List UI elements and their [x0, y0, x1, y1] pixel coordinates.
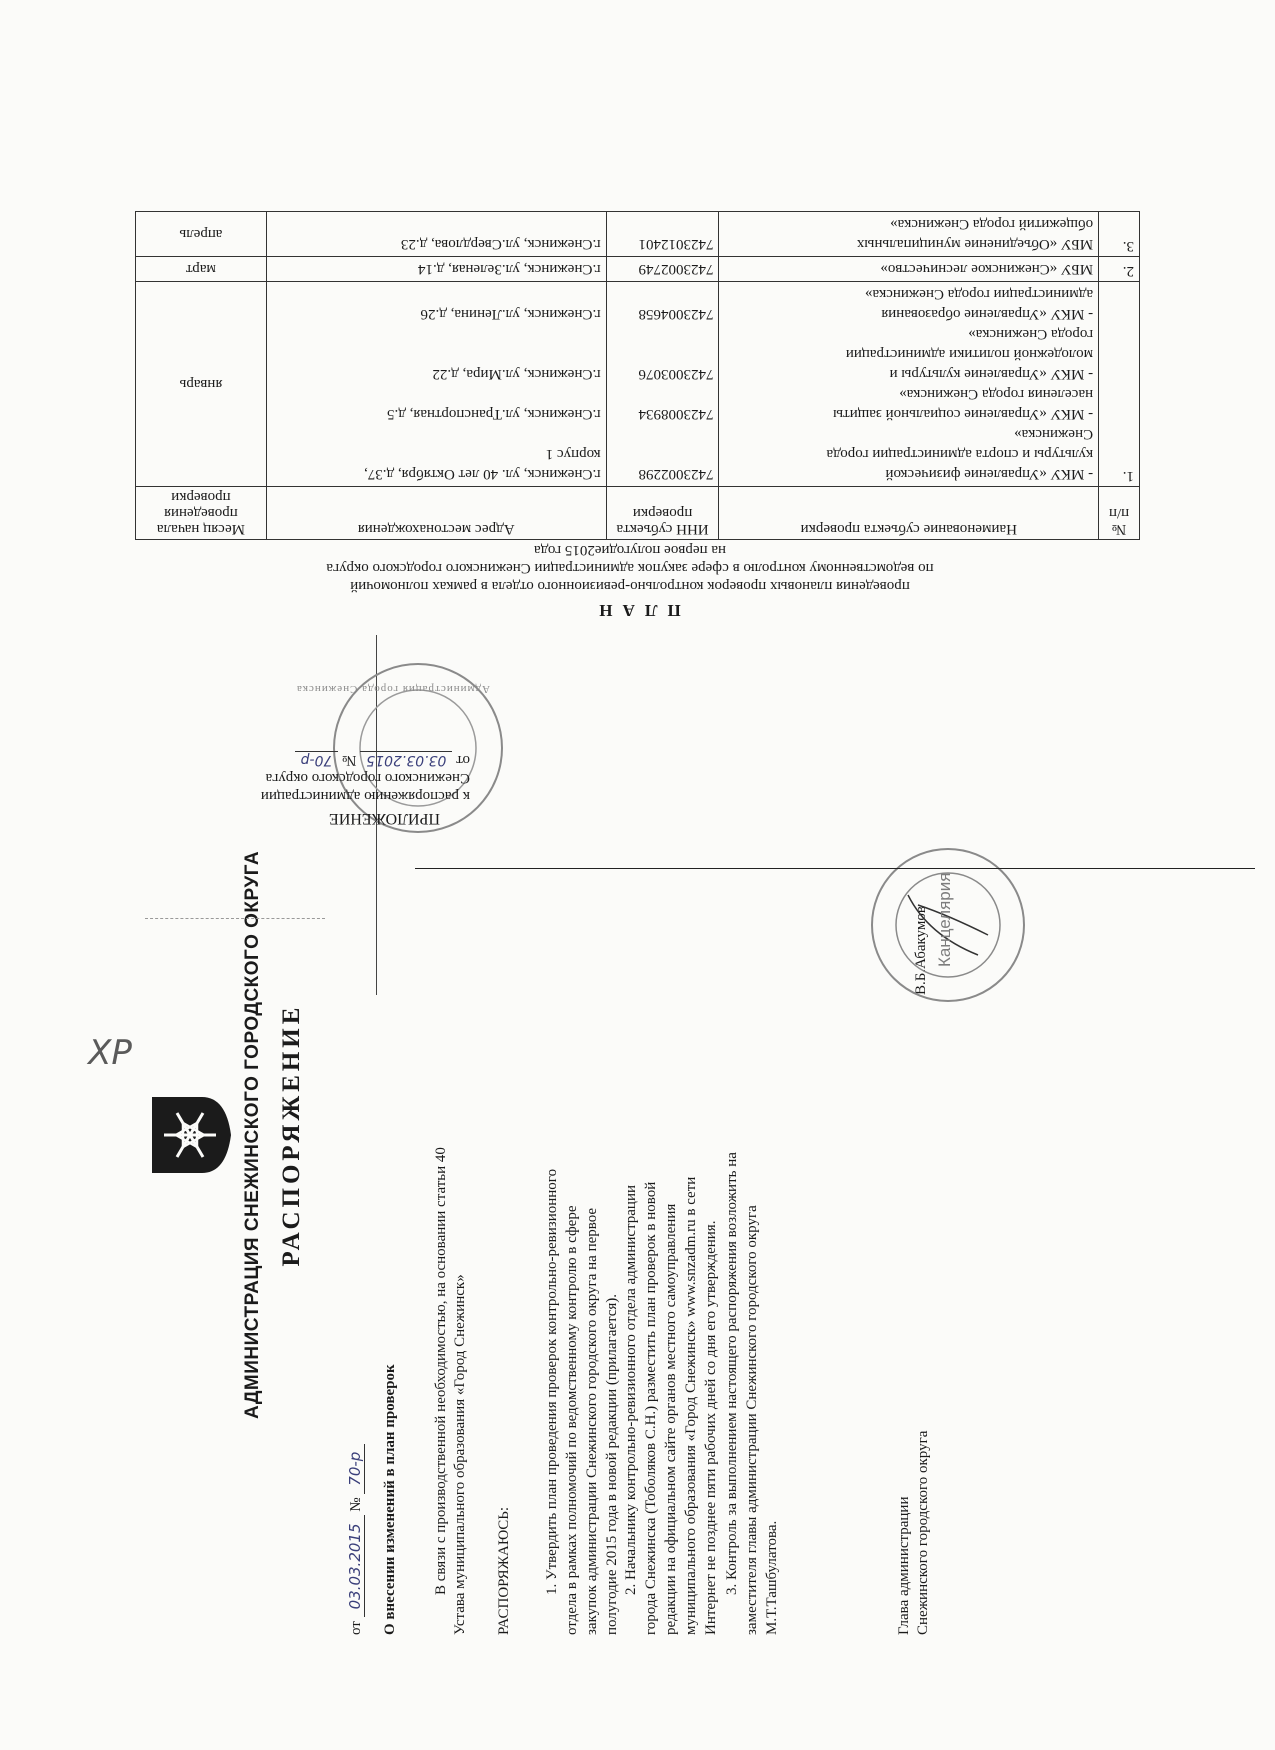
entity-inn: 7423002749 — [638, 261, 714, 277]
cell-address — [266, 212, 606, 257]
appendix-ref-line-2: Снежинского городского округа — [265, 770, 470, 786]
cell-num: 3. — [1099, 212, 1140, 257]
entity-name-line: общежитий города Снежинска» — [890, 216, 1094, 232]
col-header-inn: ИНН субъекта проверки — [606, 487, 719, 540]
cell-address — [266, 282, 606, 487]
entity-address-line: г.Снежинск, ул.Зеленая, д.14 — [418, 261, 601, 277]
item3-line: М.Т.Ташбулатова. — [764, 1520, 780, 1635]
entity-inn: 7423003076 — [638, 366, 714, 382]
item1-line: отдела в рамках полномочий по ведомственному контролю в сфере — [564, 1205, 580, 1635]
chancellery-stamp-text: Канцелярия — [935, 872, 954, 967]
appendix-number: 70-р — [295, 751, 339, 768]
col-header-name: Наименование субъекта проверки — [719, 487, 1099, 540]
entity-inn: 7423008934 — [638, 406, 714, 422]
item2-line: муниципального образования «Город Снежинск» www.snzadm.ru в сети — [683, 1176, 699, 1635]
cell-month: январь — [136, 282, 267, 487]
item2-line: Интернет не позднее пяти рабочих дней со дня его утверждения. — [703, 1220, 719, 1635]
entity-name-line: населения города Снежинска» — [899, 386, 1094, 402]
plan-subtitle-line-2: по ведомственному контролю в сфере закупок администрации Снежинского городского округа — [326, 560, 934, 576]
plan-subtitle — [220, 541, 1040, 595]
scan-artifact — [145, 918, 325, 919]
appendix-ref-line-1: к распоряжению администрации — [260, 788, 470, 804]
cell-inn — [606, 257, 719, 282]
plan-title: ПЛАН — [589, 601, 681, 620]
administration-name: АДМИНИСТРАЦИЯ СНЕЖИНСКОГО ГОРОДСКОГО ОКРУГА — [242, 850, 263, 1420]
cell-name — [719, 282, 1099, 487]
document-kind: РАСПОРЯЖЕНИЕ — [278, 1003, 305, 1267]
inspection-plan-table — [135, 211, 1140, 540]
appendix-number-prefix: № — [342, 752, 357, 768]
signer-position — [895, 1431, 933, 1635]
item2-line: редакции на официальном сайте органов местного самоуправления — [663, 1203, 679, 1635]
cell-num: 2. — [1099, 257, 1140, 282]
item1-line: полугодие 2015 года в новой редакции (прилагается). — [604, 1293, 620, 1635]
item1-line: закупок администрации Снежинского городского округа на первое — [584, 1207, 600, 1635]
directive: РАСПОРЯЖАЮСЬ: — [496, 1506, 512, 1635]
appendix-date: 03.03.2015 — [360, 751, 452, 768]
entity-name-line: администрации города Снежинска» — [864, 286, 1094, 302]
entity-name-line: Снежинска» — [1014, 426, 1094, 442]
entity-name-line: - МКУ «Управление культуры и — [889, 366, 1094, 382]
col-header-num: № п/п — [1099, 487, 1140, 540]
entity-address-line: г.Снежинск, ул.Транспортная, д.5 — [387, 406, 601, 422]
appendix-date-prefix: от — [456, 752, 470, 768]
col-header-address: Адрес местонахождения — [266, 487, 606, 540]
separator-line — [415, 868, 1255, 869]
handwritten-mark-top: ХР — [88, 1033, 132, 1074]
entity-address-line: г.Снежинск, ул.Мира, д.22 — [432, 366, 601, 382]
preamble-line-1: В связи с производственной необходимостью, на основании статьи 40 — [433, 1147, 449, 1595]
order-subject: О внесении изменений в план проверок — [382, 1364, 398, 1635]
cell-inn — [606, 212, 719, 257]
entity-name-line: молодежной политики администрации — [845, 346, 1094, 362]
cell-address — [266, 257, 606, 282]
appendix-plan — [130, 145, 1140, 835]
entity-address-line: корпус 1 — [545, 446, 601, 462]
item3-line: 3. Контроль за выполнением настоящего распоряжения возложить на — [724, 1152, 740, 1595]
plan-subtitle-line-1: проведения плановых проверок контрольно-ревизионного отдела в рамках полномочий — [350, 578, 910, 594]
signer-name: В.Б.Абакумов — [913, 906, 929, 995]
stamp-ring-text: Администрация города Снежинска — [295, 683, 490, 695]
entity-inn: 7423004658 — [638, 306, 714, 322]
entity-inn: 7423002298 — [638, 466, 714, 482]
entity-address-line: г.Снежинск, ул.Ленина, д.26 — [420, 306, 601, 322]
entity-name-line: - МКУ «Управление образования — [881, 306, 1094, 322]
table-row — [136, 282, 1140, 487]
entity-name-line: - МКУ «Управление физической — [885, 466, 1094, 482]
item2-line: города Снежинска (Тоболяков С.Н.) разместить план проверок в новой — [643, 1181, 659, 1635]
item2-line: 2. Начальнику контрольно-ревизионного отдела администрации — [623, 1184, 639, 1595]
entity-name-line: культуры и спорта администрации города — [826, 446, 1094, 462]
plan-subtitle-line-3: на первое полугодие2015 года — [533, 542, 727, 558]
entity-name-line: города Снежинска» — [968, 326, 1094, 342]
signer-position-line-1: Глава администрации — [896, 1496, 912, 1635]
entity-address-line: г.Снежинск, ул.Свердлова, д.23 — [400, 236, 601, 252]
entity-name-line: МБУ «Снежинское лесничество» — [880, 261, 1094, 277]
cell-month: апрель — [136, 212, 267, 257]
item3-line: заместителя главы администрации Снежинского городского округа — [744, 1205, 760, 1635]
table-row — [136, 212, 1140, 257]
table-body — [136, 212, 1140, 487]
cell-num: 1. — [1099, 282, 1140, 487]
preamble-line-2: Устава муниципального образования «Город Снежинск» — [452, 1274, 468, 1635]
cell-name — [719, 257, 1099, 282]
entity-name-line: - МКУ «Управление социальной защиты — [833, 406, 1094, 422]
appendix-title: ПРИЛОЖЕНИЕ — [328, 810, 440, 827]
entity-name-line: МБУ «Объединение муниципальных — [856, 236, 1094, 252]
cell-month: март — [136, 257, 267, 282]
entity-address-line: г.Снежинск, ул. 40 лет Октября, д.37, — [364, 466, 601, 482]
number-prefix: № — [348, 1497, 364, 1512]
table-row — [136, 257, 1140, 282]
cell-name — [719, 212, 1099, 257]
col-header-month: Месяц начала проведения проверки — [136, 487, 267, 540]
appendix-ref — [261, 751, 470, 805]
table-header-row — [136, 487, 1140, 540]
cell-inn — [606, 282, 719, 487]
item1-line: 1. Утвердить план проведения проверок контрольно-ревизионного — [544, 1168, 560, 1595]
date-prefix: от — [348, 1621, 364, 1635]
snezhinsk-emblem-icon — [150, 1095, 232, 1175]
order-date: 03.03.2015 — [346, 1516, 365, 1618]
entity-inn: 7423012401 — [638, 236, 714, 252]
signer-position-line-2: Снежинского городского округа — [915, 1430, 931, 1635]
order-date-line — [346, 1444, 365, 1635]
order-number: 70-р — [346, 1444, 365, 1494]
